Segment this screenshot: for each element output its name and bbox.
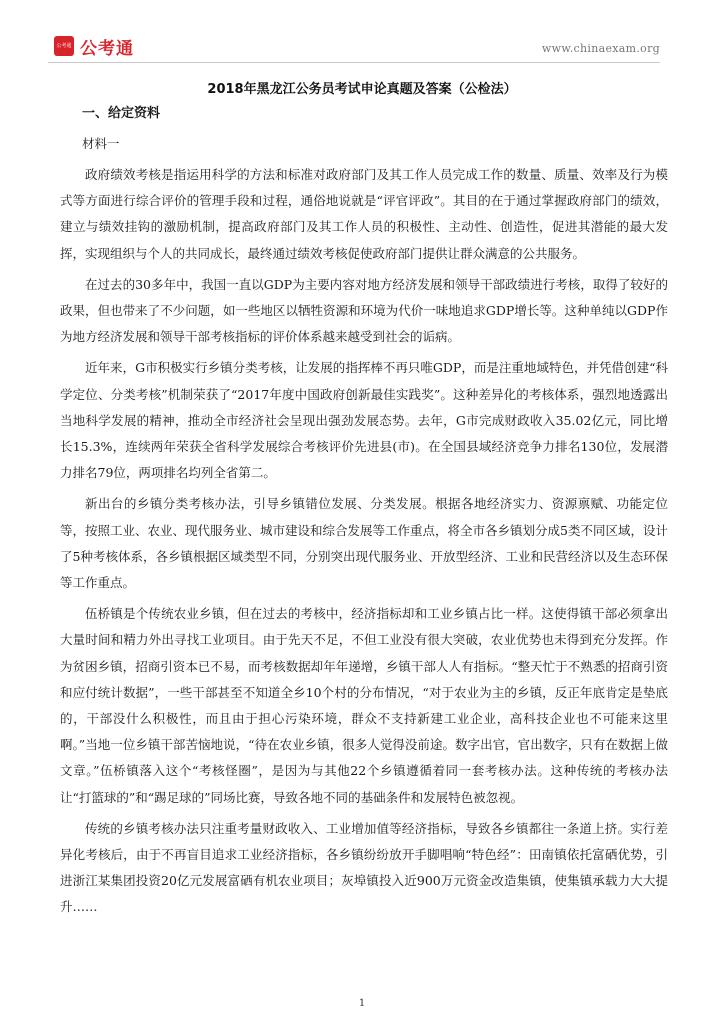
material-label: 材料一 <box>82 136 120 151</box>
paragraph-4: 新出台的乡镇分类考核办法，引导乡镇错位发展、分类发展。根据各地经济实力、资源禀赋、功能定位等，按照工业、农业、现代服务业、城市建设和综合发展等工作重点，将全市各乡镇划分成5类不同区域，设计了5种考核体系，各乡镇根据区域类型不同，分别突出现代服务业、开放型经济、工业和民营经济以及生态环保等工作重点。 <box>60 496 668 591</box>
logo-text: 公考通 <box>80 39 134 59</box>
paragraph-5: 伍桥镇是个传统农业乡镇，但在过去的考核中，经济指标却和工业乡镇占比一样。这使得镇干部必须拿出大量时间和精力外出寻找工业项目。由于先天不足，不但工业没有很大突破，农业优势也未得到充分发挥。作为贫困乡镇，招商引资本已不易，而考核数据却年年递增，乡镇干部人人有指标。“整天忙于不熟悉的招商引资和应付统计数据”，一些干部甚至不知道全乡10个村的分布情况，“对于农业为主的乡镇，反正年底肯定是垫底的，干部没什么积极性，而且由于担心污染环境，群众不支持新建工业企业，高科技企业也不可能来这里啊。”当地一位乡镇干部苦恼地说，“待在农业乡镇，很多人觉得没前途。数字出官，官出数字，只有在数据上做文章。”伍桥镇落入这个“考核怪圈”，是因为与其他22个乡镇遵循着同一套考核办法。这种传统的考核办法让“打篮球的”和“踢足球的”同场比赛，导致各地不同的基础条件和发展特色被忽视。 <box>60 606 668 805</box>
section-heading: 一、给定资料 <box>82 106 161 121</box>
site-url-link[interactable]: www.chinaexam.org <box>541 42 660 55</box>
paragraph-2: 在过去的30多年中，我国一直以GDP为主要内容对地方经济发展和领导干部政绩进行考核，取得了较好的政果，但也带来了不少问题，如一些地区以牺牲资源和环境为代价一味地追求GDP增长等。这种单纯以GDP作为地方经济发展和领导干部考核指标的评价体系越来越受到社会的诟病。 <box>60 276 668 345</box>
document-title: 2018年黑龙江公务员考试申论真题及答案（公检法） <box>207 82 517 97</box>
page-header <box>48 34 676 62</box>
paragraph-1: 政府绩效考核是指运用科学的方法和标准对政府部门及其工作人员完成工作的数量、质量、效率及行为模式等方面进行综合评价的管理手段和过程，通俗地说就是“评官评政”。其目的在于通过掌握政府部门的绩效，建立与绩效挂钩的激励机制，提高政府部门及其工作人员的积极性、主动性、创造性，促进其潜能的最大发挥，实现组织与个人的共同成长，最终通过绩效考核促使政府部门提供让群众满意的公共服务。 <box>60 167 668 261</box>
logo-badge-icon: 公考通 <box>54 36 74 56</box>
paragraph-3: 近年来，G市积极实行乡镇分类考核，让发展的指挥棒不再只唯GDP，而是注重地域特色，并凭借创建“科学定位、分类考核”机制荣获了“2017年度中国政府创新最佳实践奖”。这种差异化的考核体系，强烈地透露出当地科学发展的精神，推动全市经济社会呈现出强劲发展态势。去年，G市完成财政收入35.02亿元，同比增长15.3%，连续两年荣获全省科学发展综合考核评价先进县(市)。在全国县域经济竞争力排名130位，发展潜力排名79位，两项排名均列全省第二。 <box>60 360 668 481</box>
paragraph-6: 传统的乡镇考核办法只注重考量财政收入、工业增加值等经济指标，导致各乡镇都往一条道上挤。实行差异化考核后，由于不再盲目追求工业经济指标，各乡镇纷纷放开手脚唱响“特色经”：田南镇依托富硒优势，引进浙江某集团投资20亿元发展富硒有机农业项目；灰埠镇投入近900万元资金改造集镇，使集镇承载力大大提升…… <box>60 820 668 915</box>
document-body <box>60 104 668 926</box>
header-divider <box>48 62 660 63</box>
page-number: 1 <box>358 998 366 1009</box>
